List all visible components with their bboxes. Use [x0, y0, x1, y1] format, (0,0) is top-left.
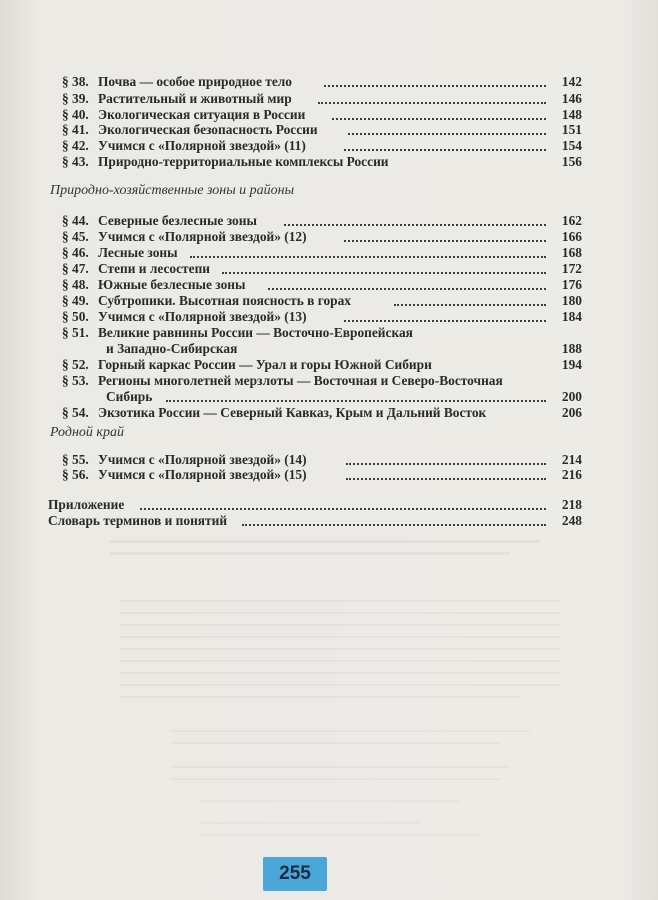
- toc-entry-title: Экологическая ситуация в России: [98, 107, 306, 122]
- leader-dots: [190, 256, 546, 258]
- leader-dots: [344, 149, 546, 151]
- toc-entry-page: 188: [561, 341, 582, 356]
- toc-entry-title: Учимся с «Полярной звездой» (13): [98, 309, 307, 324]
- toc-entry-title-cont: Сибирь: [106, 389, 153, 404]
- toc-entry-page: 194: [561, 357, 582, 372]
- leader-dots: [268, 288, 546, 290]
- toc-entry-page: 248: [561, 513, 582, 528]
- section-heading: Природно-хозяйственные зоны и районы: [50, 183, 295, 198]
- toc-entry-page: 168: [561, 245, 582, 260]
- toc-entry-page: 180: [561, 293, 582, 308]
- toc-entry-page: 184: [561, 309, 582, 324]
- toc-entry-number: § 42.: [62, 138, 89, 153]
- toc-entry-page: 146: [561, 91, 582, 106]
- section-heading: Родной край: [50, 425, 124, 440]
- toc-entry-number: § 48.: [62, 277, 89, 292]
- toc-entry-title: Учимся с «Полярной звездой» (11): [98, 138, 306, 153]
- toc-entry-page: 162: [561, 213, 582, 228]
- page-number-badge: 255: [263, 857, 327, 891]
- toc-entry-page: 214: [561, 452, 582, 467]
- toc-entry-page: 176: [561, 277, 582, 292]
- toc-entry-number: § 46.: [62, 245, 89, 260]
- toc-entry-title: Природно-территориальные комплексы России: [98, 154, 389, 169]
- toc-entry-page: 172: [561, 261, 582, 276]
- toc-entry-number: § 55.: [62, 452, 89, 467]
- leader-dots: [166, 400, 546, 402]
- toc-entry-page: 200: [561, 389, 582, 404]
- toc-entry-title: Учимся с «Полярной звездой» (14): [98, 452, 307, 467]
- toc-entry-number: § 43.: [62, 154, 89, 169]
- toc-entry-title: Южные безлесные зоны: [98, 277, 246, 292]
- toc-entry-title: Субтропики. Высотная поясность в горах: [98, 293, 351, 308]
- toc-entry-page: 151: [561, 122, 582, 137]
- toc-entry-title: Экзотика России — Северный Кавказ, Крым и Дальний Восток: [98, 405, 487, 420]
- leader-dots: [344, 240, 546, 242]
- toc-entry-number: § 50.: [62, 309, 89, 324]
- leader-dots: [222, 272, 546, 274]
- toc-entry-number: § 49.: [62, 293, 89, 308]
- leader-dots: [284, 224, 546, 226]
- toc-entry-page: 142: [561, 74, 582, 89]
- toc-entry-title: Учимся с «Полярной звездой» (12): [98, 229, 307, 244]
- leader-dots: [346, 478, 546, 480]
- toc-entry[interactable]: [62, 373, 582, 405]
- toc-entry-title: Почва — особое природное тело: [98, 74, 293, 89]
- toc-entry-number: § 39.: [62, 91, 89, 106]
- leader-dots: [348, 133, 546, 135]
- toc-entry-title-cont: и Западно-Сибирская: [106, 341, 238, 356]
- toc-entry-page: 154: [561, 138, 582, 153]
- toc-entry-page: 218: [561, 497, 582, 512]
- toc-entry-number: § 45.: [62, 229, 89, 244]
- toc-entry-number: § 44.: [62, 213, 89, 228]
- toc-entry-page: 216: [561, 467, 582, 482]
- toc-entry-number: § 52.: [62, 357, 89, 372]
- toc-entry-title: Экологическая безопасность России: [98, 122, 318, 137]
- toc-entry-title: Великие равнины России — Восточно-Европейская: [98, 325, 413, 340]
- toc-entry-page: 206: [561, 405, 582, 420]
- toc-entry-page: 148: [561, 107, 582, 122]
- toc-entry-number: § 51.: [62, 325, 89, 340]
- toc-entry-page: 166: [561, 229, 582, 244]
- toc-entry-title: Словарь терминов и понятий: [48, 513, 228, 528]
- toc-entry-title: Регионы многолетней мерзлоты — Восточная и Северо-Восточная: [98, 373, 503, 388]
- toc-entry-number: § 38.: [62, 74, 89, 89]
- toc-entry-number: § 40.: [62, 107, 89, 122]
- toc-entry-title: Горный каркас России — Урал и горы Южной Сибири: [98, 357, 432, 372]
- leader-dots: [394, 304, 546, 306]
- leader-dots: [332, 118, 546, 120]
- toc-entry-number: § 47.: [62, 261, 89, 276]
- toc-entry-number: § 53.: [62, 373, 89, 388]
- toc-entry-title: Приложение: [48, 497, 125, 512]
- toc-entry[interactable]: [62, 325, 582, 357]
- leader-dots: [346, 463, 546, 465]
- toc-entry-number: § 41.: [62, 122, 89, 137]
- leader-dots: [318, 102, 546, 104]
- toc-entry-title: Степи и лесостепи: [98, 261, 211, 276]
- toc-entry-title: Растительный и животный мир: [98, 91, 292, 106]
- leader-dots: [324, 85, 546, 87]
- leader-dots: [242, 524, 546, 526]
- toc-entry-title: Учимся с «Полярной звездой» (15): [98, 467, 307, 482]
- toc-entry-number: § 54.: [62, 405, 89, 420]
- toc-entry-number: § 56.: [62, 467, 89, 482]
- toc-entry-title: Лесные зоны: [98, 245, 178, 260]
- leader-dots: [344, 320, 546, 322]
- toc-entry-page: 156: [561, 154, 582, 169]
- leader-dots: [140, 508, 546, 510]
- toc-entry-title: Северные безлесные зоны: [98, 213, 257, 228]
